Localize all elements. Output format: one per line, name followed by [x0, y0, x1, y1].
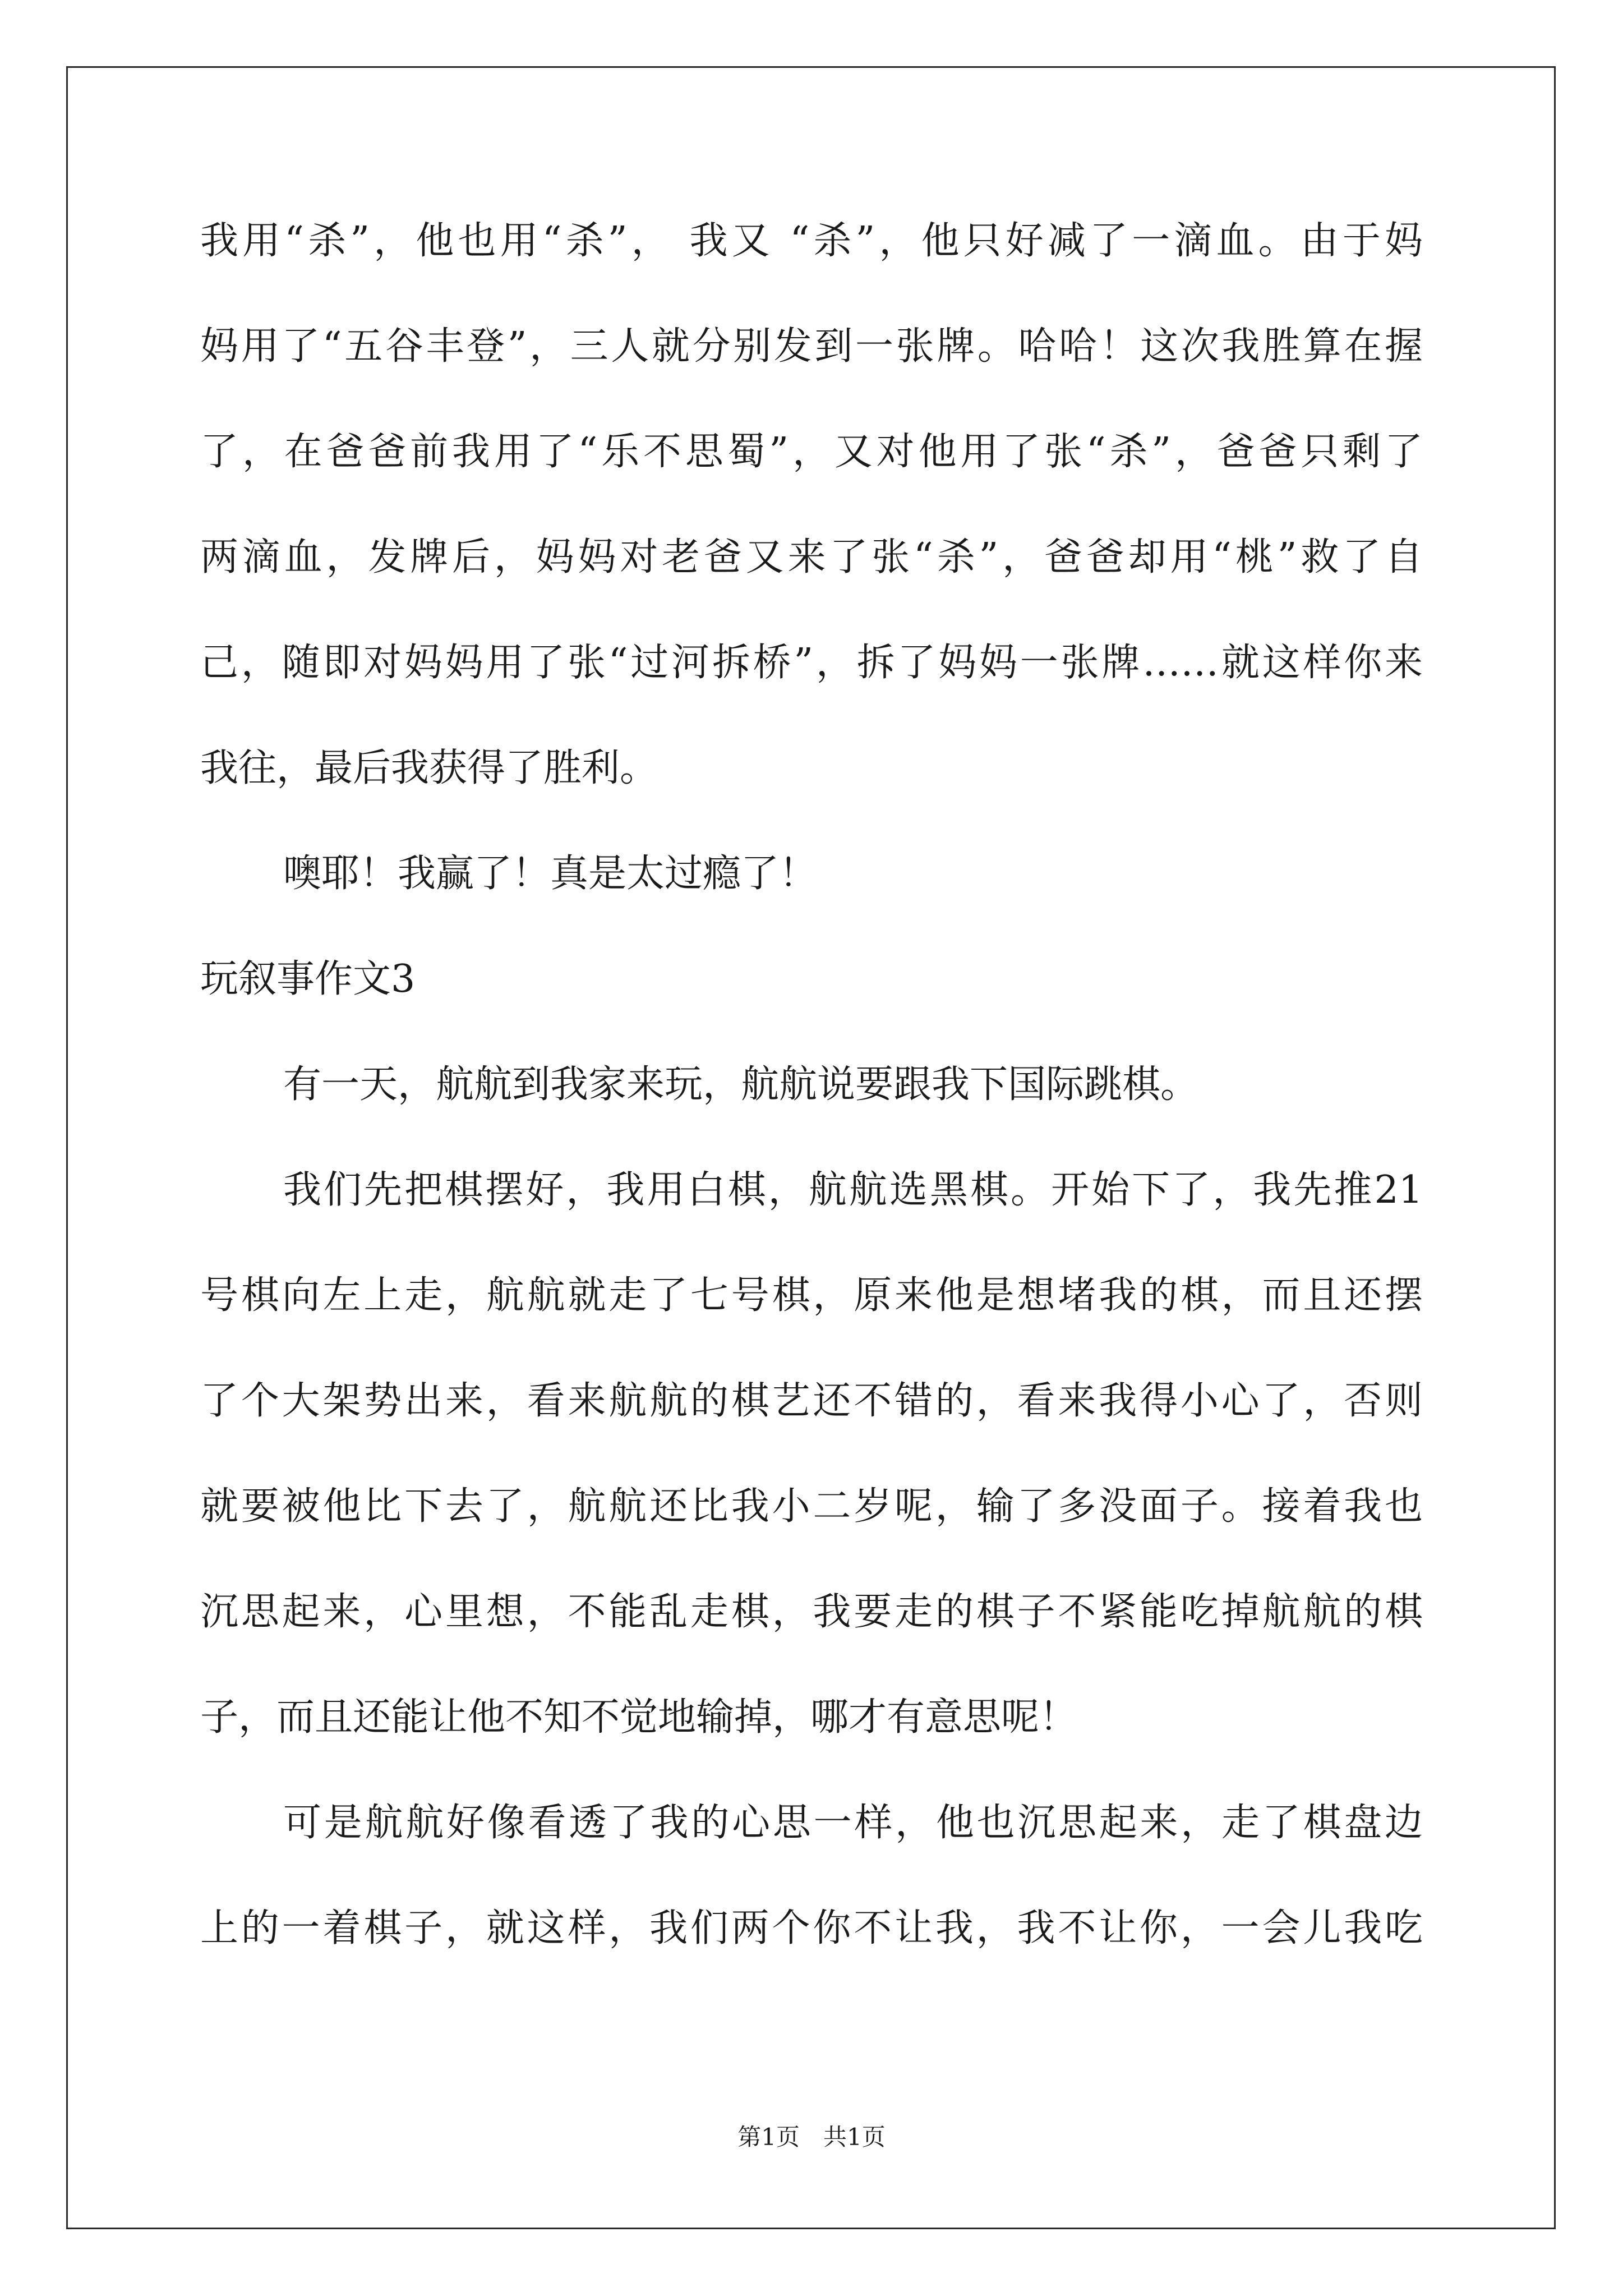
document-body: [200, 209, 1423, 2002]
text-line: 己，随即对妈妈用了张“过河拆桥”，拆了妈妈一张牌……就这样你来: [200, 641, 1423, 685]
section-heading: 玩叙事作文3: [200, 957, 416, 1001]
text-line: 两滴血，发牌后，妈妈对老爸又来了张“杀”，爸爸却用“桃”救了自: [200, 535, 1423, 579]
page-number-footer: 第1页 共1页: [737, 2123, 886, 2151]
text-line: 了个大架势出来，看来航航的棋艺还不错的，看来我得小心了，否则: [200, 1379, 1423, 1423]
text-line: 我往，最后我获得了胜利。: [200, 746, 658, 790]
text-line: 上的一着棋子，就这样，我们两个你不让我，我不让你，一会儿我吃: [200, 1906, 1423, 1950]
text-line: 就要被他比下去了，航航还比我小二岁呢，输了多没面子。接着我也: [200, 1484, 1423, 1529]
text-line: 妈用了“五谷丰登”，三人就分别发到一张牌。哈哈！这次我胜算在握: [200, 324, 1423, 369]
text-line: 号棋向左上走，航航就走了七号棋，原来他是想堵我的棋，而且还摆: [200, 1273, 1423, 1318]
text-line: 噢耶！我赢了！真是太过瘾了！: [283, 852, 818, 896]
text-line: 我们先把棋摆好，我用白棋，航航选黑棋。开始下了，我先推21: [283, 1168, 1423, 1212]
text-line: 可是航航好像看透了我的心思一样，他也沉思起来，走了棋盘边: [283, 1801, 1423, 1845]
text-line: 子，而且还能让他不知不觉地输掉，哪才有意思呢！: [200, 1695, 1078, 1740]
text-line: 我用“杀”，他也用“杀”， 我又 “杀”，他只好减了一滴血。由于妈: [200, 219, 1423, 263]
text-line: 了，在爸爸前我用了“乐不思蜀”，又对他用了张“杀”，爸爸只剩了: [200, 430, 1423, 474]
text-line: 有一天，航航到我家来玩，航航说要跟我下国际跳棋。: [283, 1062, 1199, 1107]
text-line: 沉思起来，心里想，不能乱走棋，我要走的棋子不紧能吃掉航航的棋: [200, 1590, 1423, 1634]
